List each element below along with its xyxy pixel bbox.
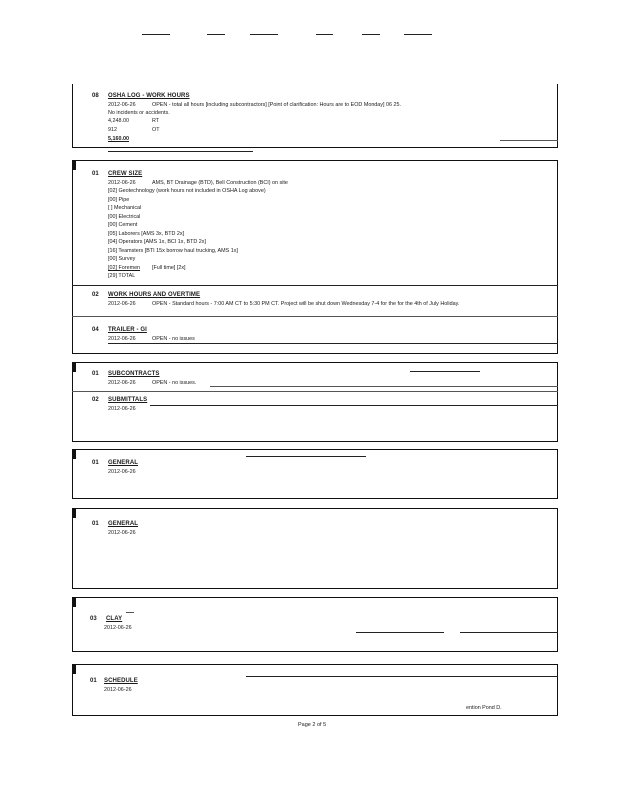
crew-number: 01: [92, 171, 99, 177]
general-2-number: 01: [92, 521, 99, 527]
crew-item: [16] Teamsters [BTI 15x borrow haul trucking, AMS 1x]: [108, 248, 238, 254]
crew-date: 2012-06-26: [108, 180, 136, 186]
clay-date: 2012-06-26: [104, 625, 132, 631]
clay-short-rule: [126, 612, 134, 613]
header-dash-2: [207, 34, 225, 35]
crew-item: [00] Electrical: [108, 214, 141, 220]
trailer-rule: [108, 343, 558, 344]
work-hours-text: OPEN - Standard hours - 7:00 AM CT to 5:30 PM CT. Project will be shut down Wednesday 7-4 for the for the 4th of July Holiday.: [152, 301, 460, 307]
clay-number: 03: [90, 616, 97, 622]
submittals-date: 2012-06-26: [108, 406, 136, 412]
osha-right-rule: [500, 140, 558, 141]
osha-row-code: RT: [152, 118, 160, 124]
section-marker: [72, 362, 76, 372]
general-title: GENERAL: [108, 460, 139, 466]
trailer-title: TRAILER - GI: [108, 327, 147, 333]
osha-title: OSHA LOG - WORK HOURS: [108, 93, 190, 99]
trailer-text: OPEN - no issues: [152, 336, 195, 342]
crew-item: [00] Cement: [108, 222, 138, 228]
crew-item: [ ] Mechanical: [108, 205, 142, 211]
clay-section: [72, 597, 558, 652]
crew-item: [04] Operators [AMS 1x, BCI 1x, BTD 2x]: [108, 239, 206, 245]
subcontracts-date: 2012-06-26: [108, 380, 136, 386]
crew-divider: [72, 285, 558, 286]
general-2-date: 2012-06-26: [108, 530, 136, 536]
header-dash-1: [142, 34, 170, 35]
work-hours-number: 02: [92, 292, 99, 298]
osha-row-value: 4,248.00: [108, 118, 129, 124]
section-marker: [72, 664, 76, 674]
crew-item: [00] Survey: [108, 256, 136, 262]
section-marker: [72, 449, 76, 459]
work-hours-title: WORK HOURS AND OVERTIME: [108, 292, 201, 298]
submittals-title: SUBMITTALS: [108, 397, 148, 403]
schedule-date: 2012-06-26: [104, 687, 132, 693]
submittals-rule: [150, 405, 558, 406]
header-dash-3: [250, 34, 278, 35]
crew-date-note: AMS, BT Drainage (BTD), Bell Construction (BCI) on site: [152, 180, 288, 186]
work-hours-rule: [72, 316, 558, 317]
section-marker: [72, 160, 76, 170]
general-number: 01: [92, 460, 99, 466]
subcontracts-rule: [210, 386, 558, 387]
section-marker: [72, 508, 76, 518]
header-dash-4: [316, 34, 333, 35]
trailer-number: 04: [92, 327, 99, 333]
schedule-title: SCHEDULE: [104, 678, 138, 684]
subcontracts-top-rule: [410, 371, 480, 372]
clay-rule: [356, 632, 444, 633]
general-section-2: [72, 508, 558, 589]
osha-date: 2012-06-26: [108, 102, 136, 108]
subcontracts-text: OPEN - no issues.: [152, 380, 197, 386]
header-dash-5: [362, 34, 380, 35]
osha-status: OPEN - total all hours [including subcontractors] [Point of clarification: Hours are to EOD Monday] 06 25.: [152, 102, 401, 108]
submittals-number: 02: [92, 397, 99, 403]
work-hours-date: 2012-06-26: [108, 301, 136, 307]
crew-foremen: [02] Foremen: [108, 265, 141, 271]
crew-title: CREW SIZE: [108, 171, 143, 177]
trailer-date: 2012-06-26: [108, 336, 136, 342]
crew-item: [00] Pipe: [108, 197, 130, 203]
osha-row-value: 912: [108, 127, 117, 133]
general-2-title: GENERAL: [108, 521, 139, 527]
clay-title: CLAY: [106, 616, 123, 622]
osha-total: 5,160.00: [108, 136, 129, 142]
general-top-rule: [246, 456, 366, 457]
subcontracts-number: 01: [92, 371, 99, 377]
crew-foremen-note: [Full time] [2x]: [152, 265, 186, 271]
crew-total: [29] TOTAL: [108, 273, 136, 279]
crew-item: [02] Geotechnology (work hours not included in OSHA Log above): [108, 188, 266, 194]
osha-note: No incidents or accidents.: [108, 110, 170, 116]
page-number: Page 2 of 5: [298, 722, 327, 728]
schedule-number: 01: [90, 678, 97, 684]
osha-divider: [108, 151, 253, 152]
subcontracts-divider: [72, 391, 558, 392]
section-marker: [72, 597, 76, 607]
osha-row-code: OT: [152, 127, 160, 133]
header-dash-6: [404, 34, 432, 35]
schedule-tail-text: ention Pond D.: [466, 705, 502, 711]
clay-rule-2: [460, 632, 558, 633]
crew-item: [05] Laborers [AMS 3x, BTD 2x]: [108, 231, 185, 237]
osha-number: 08: [92, 93, 99, 99]
general-date: 2012-06-26: [108, 469, 136, 475]
schedule-rule: [246, 676, 558, 677]
subcontracts-title: SUBCONTRACTS: [108, 371, 160, 377]
